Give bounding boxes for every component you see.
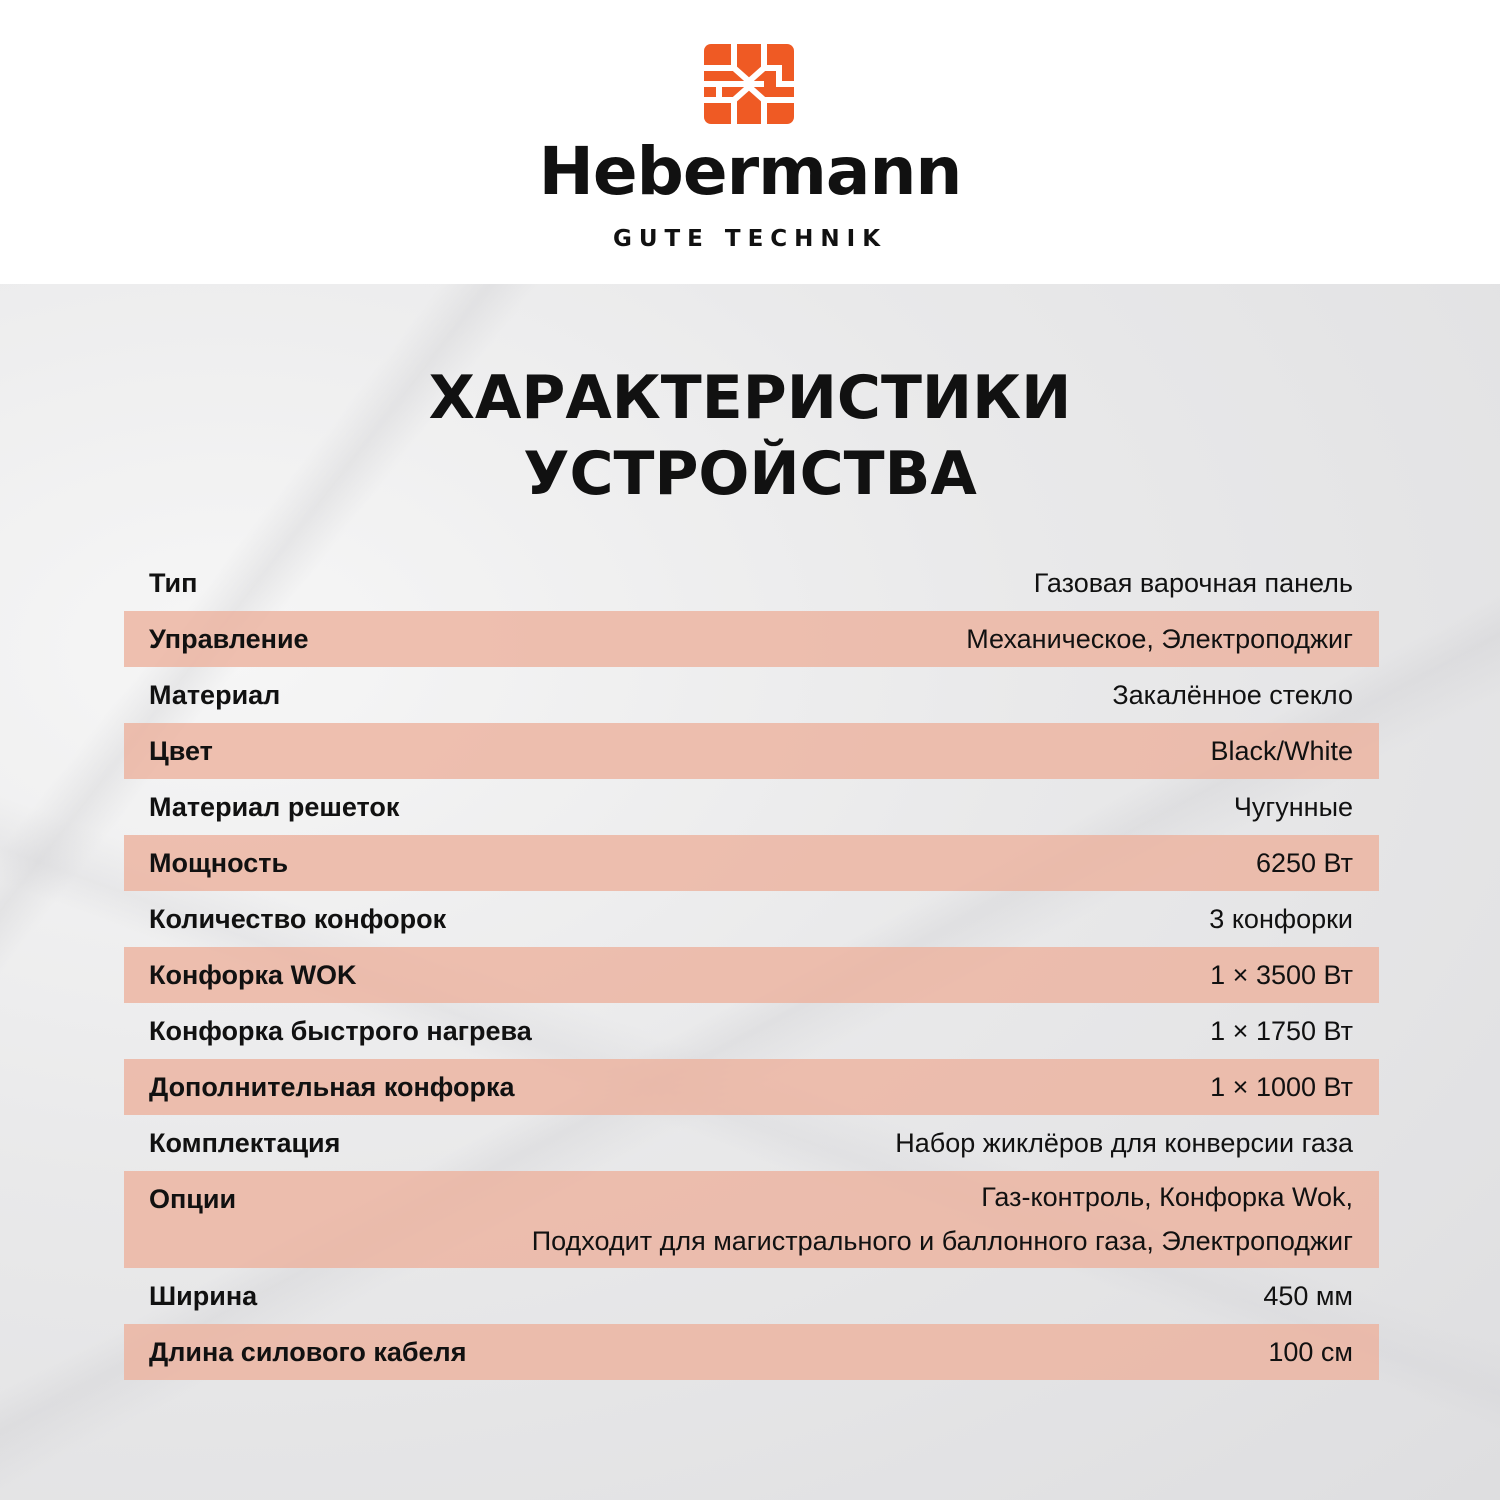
- spec-value: 450 мм: [1263, 1281, 1353, 1311]
- spec-label: Мощность: [149, 848, 289, 878]
- spec-label: Материал: [149, 680, 281, 710]
- spec-label: Ширина: [149, 1281, 258, 1311]
- spec-row-burner-count: [124, 891, 1379, 947]
- spec-label: Дополнительная конфорка: [149, 1072, 515, 1102]
- spec-table: [124, 555, 1379, 1380]
- spec-value: Чугунные: [1233, 792, 1353, 822]
- spec-value: [532, 1175, 1353, 1263]
- spec-label: Управление: [149, 624, 309, 654]
- spec-label: Комплектация: [149, 1128, 341, 1158]
- spec-row-control: [124, 611, 1379, 667]
- spec-value-line: Газ-контроль, Конфорка Wok,: [981, 1182, 1353, 1212]
- spec-row-package-contents: [124, 1115, 1379, 1171]
- page-title-line2: УСТРОЙСТВА: [523, 439, 977, 509]
- spec-value: 1 × 3500 Вт: [1210, 960, 1353, 990]
- spec-label: Опции: [149, 1184, 237, 1214]
- spec-value: 6250 Вт: [1255, 848, 1353, 878]
- spec-label: Тип: [149, 568, 198, 598]
- brand-header: [0, 0, 1500, 284]
- spec-value: Газовая варочная панель: [1033, 568, 1353, 598]
- spec-row-auxiliary-burner: [124, 1059, 1379, 1115]
- spec-label: Материал решеток: [149, 792, 400, 822]
- hebermann-logo-icon: [704, 44, 794, 124]
- spec-value: Закалённое стекло: [1112, 680, 1353, 710]
- spec-value: Механическое, Электроподжиг: [966, 624, 1353, 654]
- spec-row-options: [124, 1171, 1379, 1268]
- spec-row-color: [124, 723, 1379, 779]
- spec-row-power: [124, 835, 1379, 891]
- page-title-line1: ХАРАКТЕРИСТИКИ: [428, 363, 1072, 433]
- spec-row-rapid-burner: [124, 1003, 1379, 1059]
- spec-label: Длина силового кабеля: [149, 1337, 467, 1367]
- spec-value: Black/White: [1210, 736, 1353, 766]
- spec-label: Количество конфорок: [149, 904, 447, 934]
- spec-row-width: [124, 1268, 1379, 1324]
- page-title: [0, 360, 1500, 512]
- brand-name: Hebermann: [538, 133, 962, 210]
- spec-row-material: [124, 667, 1379, 723]
- spec-label: Цвет: [149, 736, 213, 766]
- spec-value: Набор жиклёров для конверсии газа: [895, 1128, 1353, 1158]
- spec-label: Конфорка WOK: [149, 960, 357, 990]
- brand-tagline: GUTE TECHNIK: [612, 226, 888, 252]
- spec-value: 1 × 1750 Вт: [1210, 1016, 1353, 1046]
- spec-row-wok-burner: [124, 947, 1379, 1003]
- spec-row-grate-material: [124, 779, 1379, 835]
- spec-row-cable-length: [124, 1324, 1379, 1380]
- spec-value: 3 конфорки: [1209, 904, 1353, 934]
- spec-value: 100 см: [1268, 1337, 1353, 1367]
- spec-label: Конфорка быстрого нагрева: [149, 1016, 532, 1046]
- spec-value-line: Подходит для магистрального и баллонного газа, Электроподжиг: [531, 1226, 1353, 1256]
- marble-background-section: [0, 284, 1500, 1500]
- spec-value: 1 × 1000 Вт: [1210, 1072, 1353, 1102]
- spec-row-type: [124, 555, 1379, 611]
